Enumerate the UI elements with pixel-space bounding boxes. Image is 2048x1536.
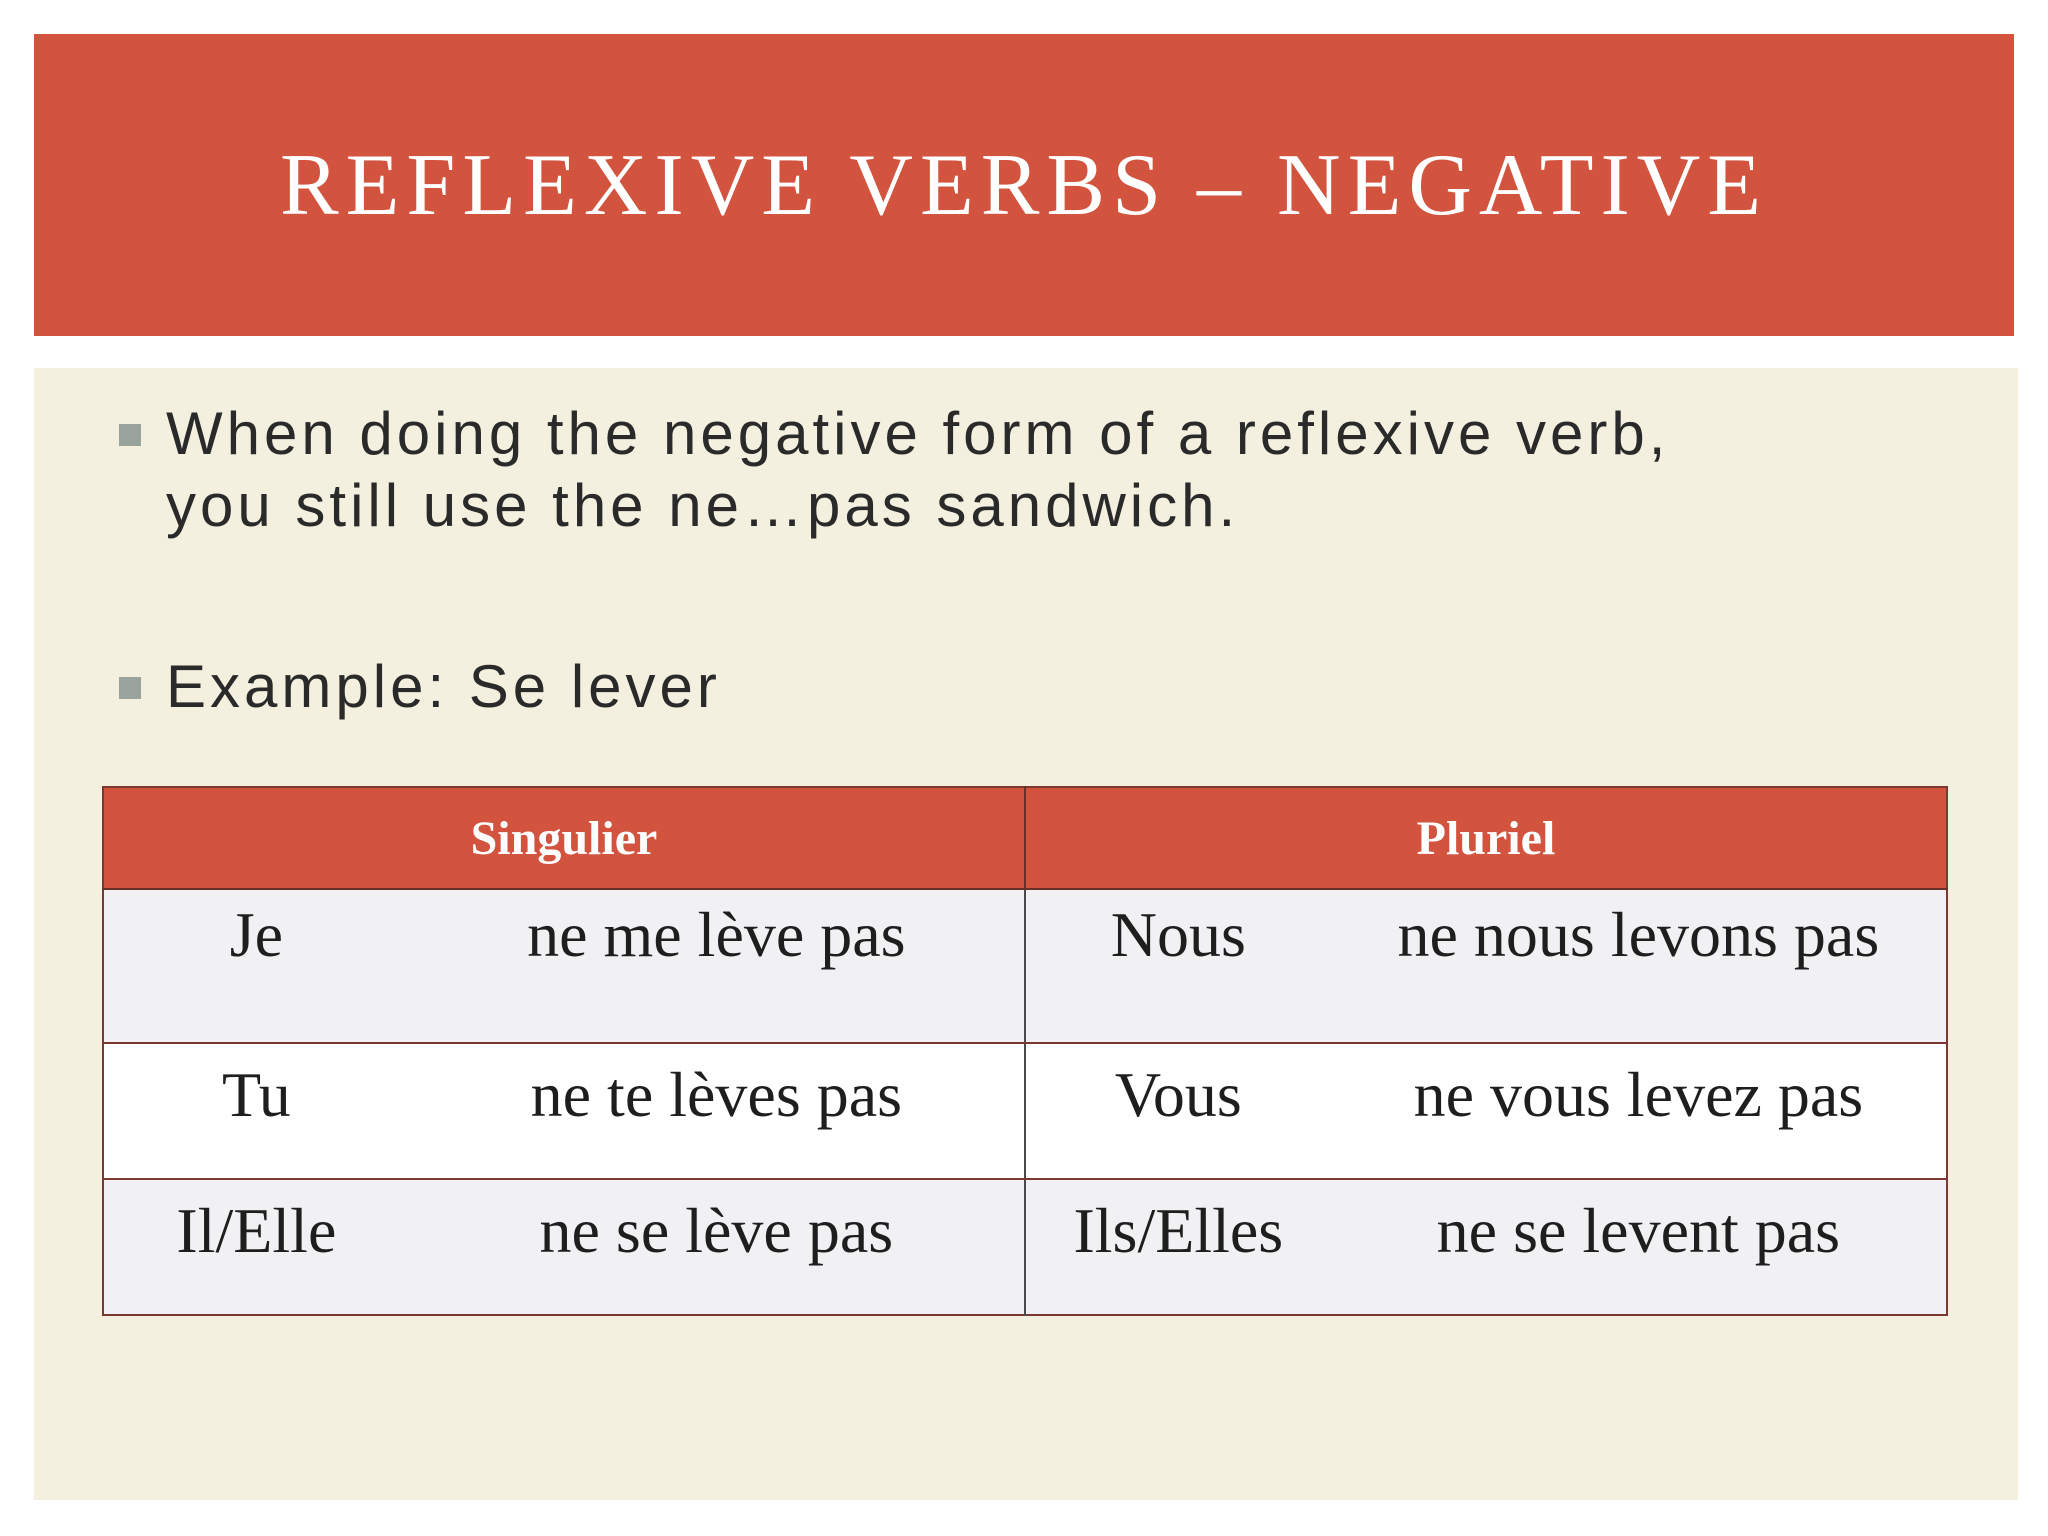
table-header-row (103, 787, 1947, 889)
square-bullet-icon (119, 424, 141, 446)
verb-singular: ne se lève pas (409, 1179, 1025, 1315)
pronoun-plural: Ils/Elles (1025, 1179, 1331, 1315)
content-panel (34, 368, 2018, 1500)
header-plural: Pluriel (1025, 787, 1947, 889)
pronoun-plural: Vous (1025, 1043, 1331, 1179)
verb-plural: ne vous levez pas (1331, 1043, 1947, 1179)
verb-plural: ne se levent pas (1331, 1179, 1947, 1315)
slide-title: REFLEXIVE VERBS – NEGATIVE (279, 136, 1769, 234)
pronoun-singular: Je (103, 889, 409, 1043)
title-bar (34, 34, 2014, 336)
pronoun-plural: Nous (1025, 889, 1331, 1043)
table-row (103, 1043, 1947, 1179)
bullet-line: you still use the ne…pas sandwich. (166, 472, 1240, 539)
verb-plural: ne nous levons pas (1331, 889, 1947, 1043)
bullet-line: When doing the negative form of a reflexive verb, (166, 400, 1670, 467)
bullet-line: Example: Se lever (166, 653, 721, 720)
pronoun-singular: Tu (103, 1043, 409, 1179)
verb-singular: ne me lève pas (409, 889, 1025, 1043)
table-row (103, 1179, 1947, 1315)
conjugation-table (102, 786, 1948, 1316)
table-row (103, 889, 1947, 1043)
bullet-item (124, 398, 1974, 542)
header-singular: Singulier (103, 787, 1025, 889)
verb-singular: ne te lèves pas (409, 1043, 1025, 1179)
pronoun-singular: Il/Elle (103, 1179, 409, 1315)
bullet-item (124, 651, 1974, 723)
square-bullet-icon (119, 677, 141, 699)
